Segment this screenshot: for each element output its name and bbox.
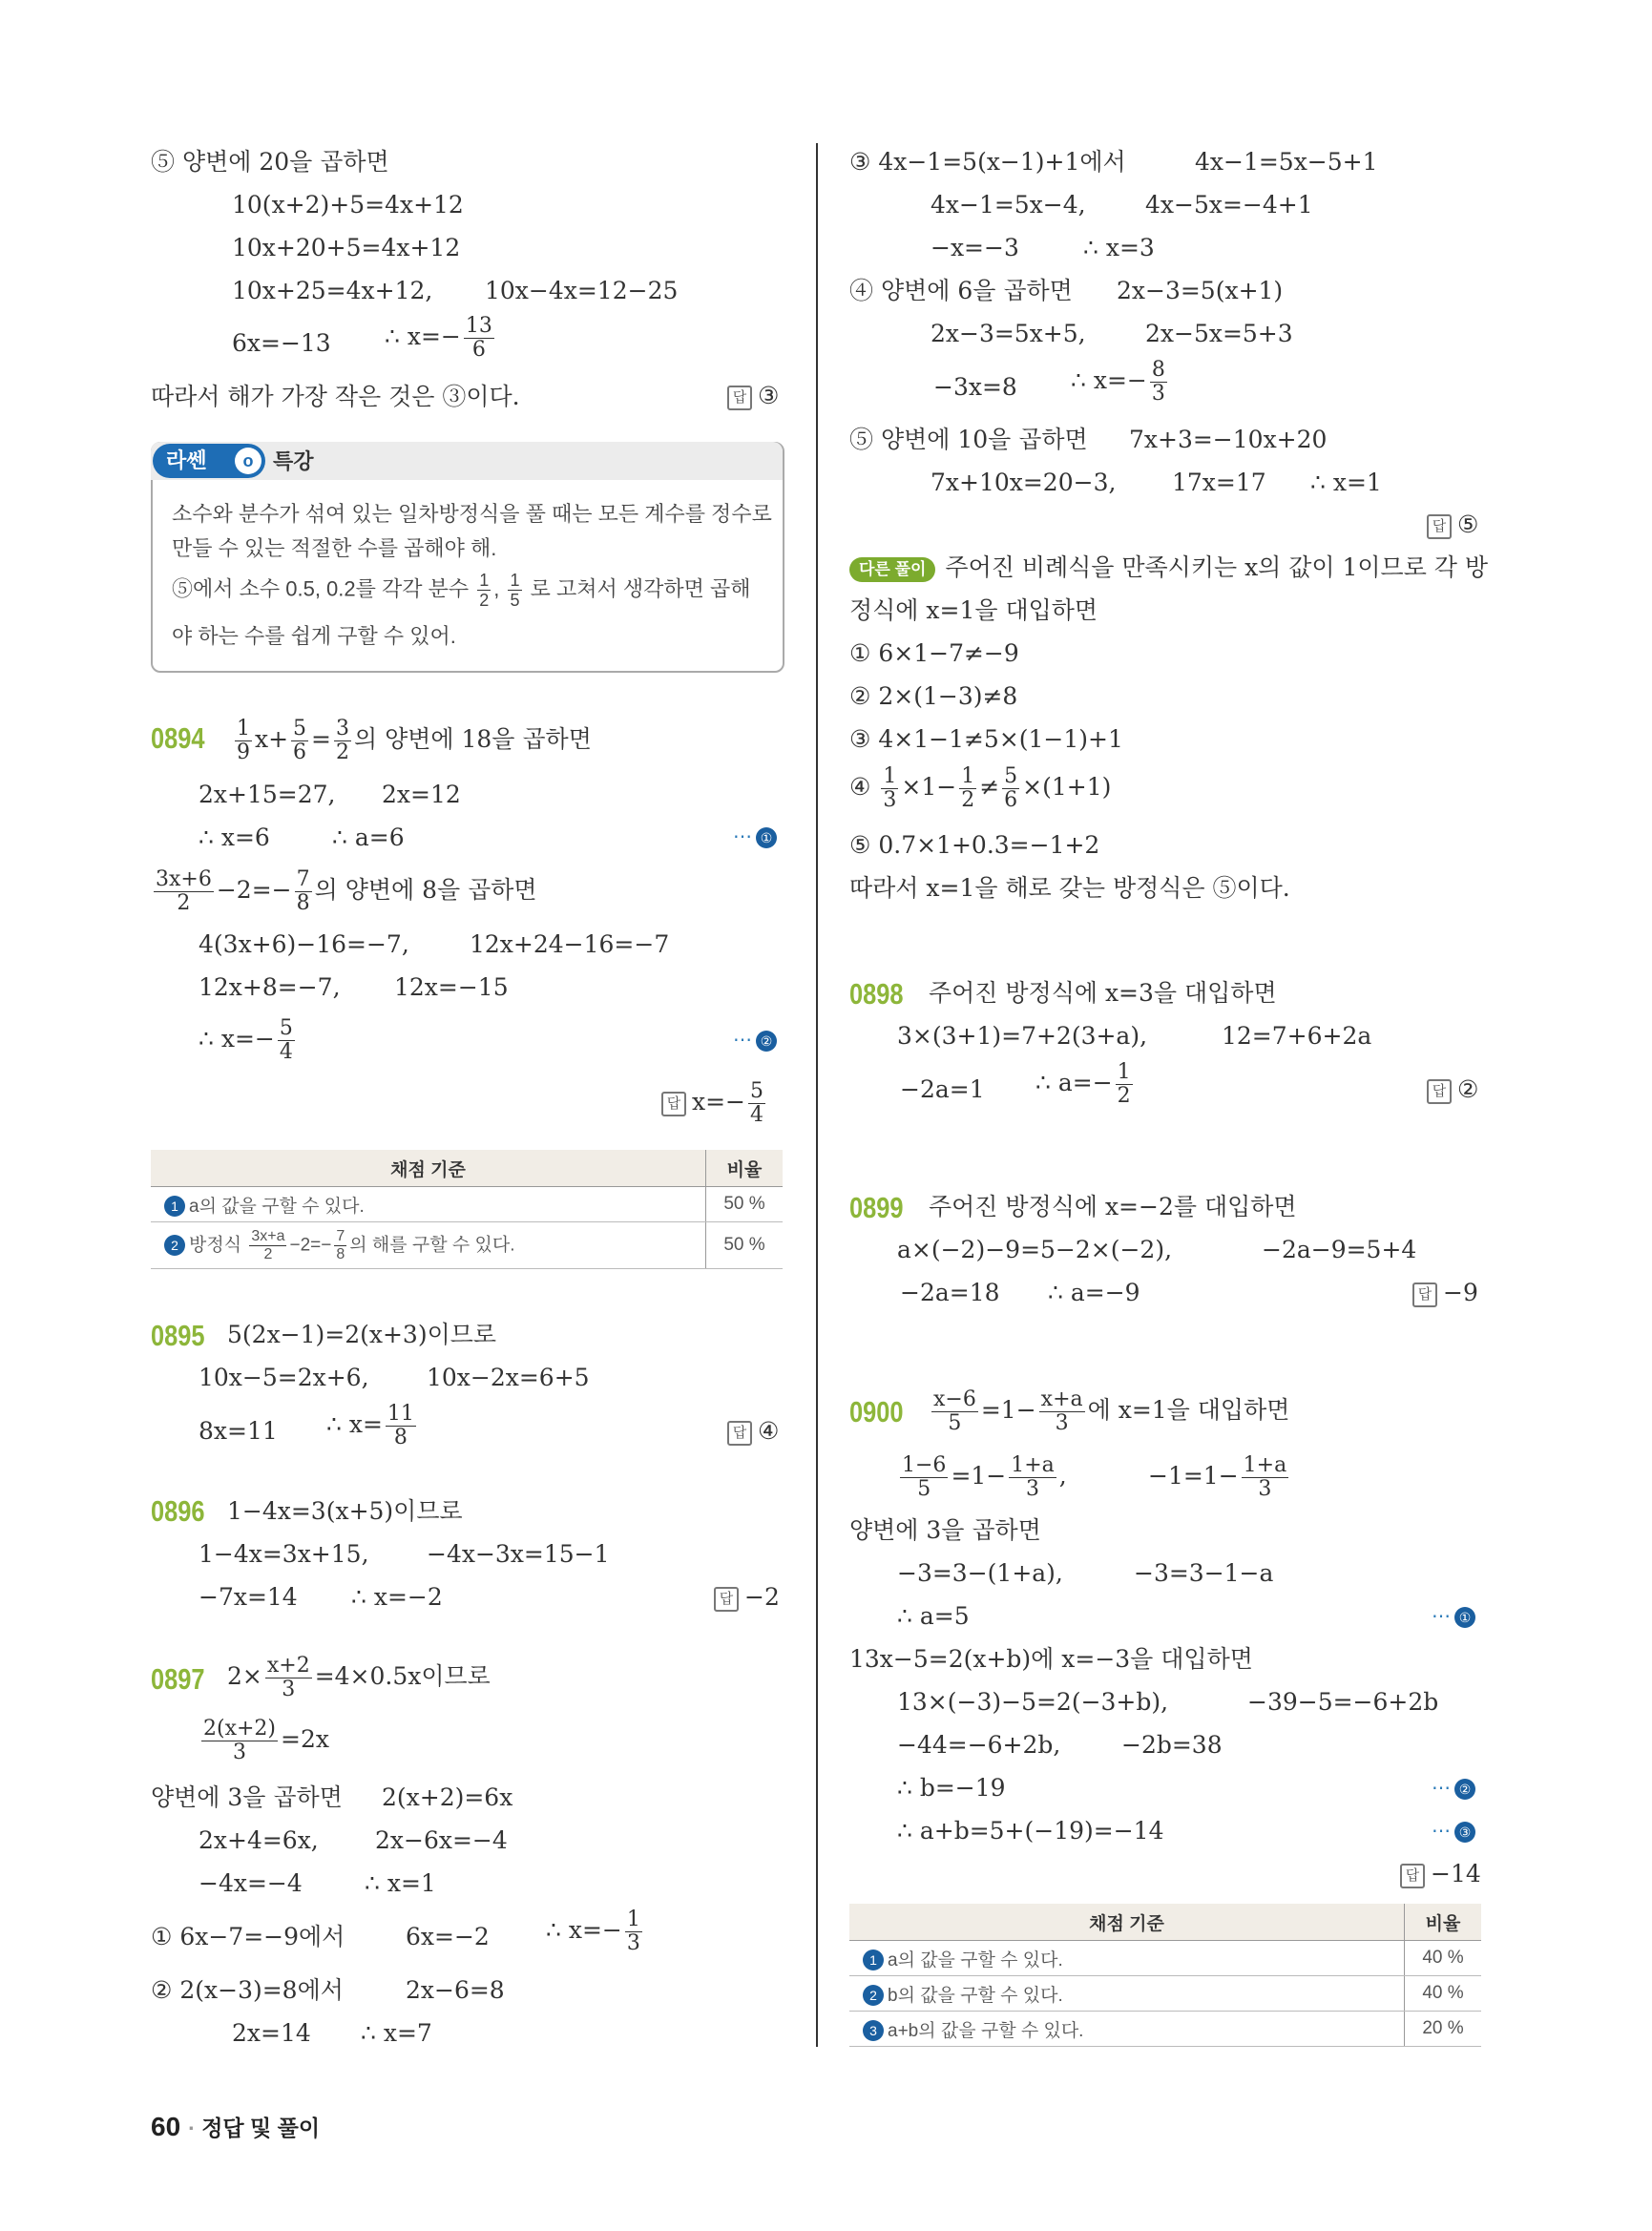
equation-line: ④ 양변에 6을 곱하면 [849,277,1073,304]
fraction: $\frac{1+a}{3}$ [1011,1453,1055,1501]
equation-line: 17x=17 [1172,469,1266,496]
equation-text: ×1− [901,773,957,801]
equation-line: 4x−5x=−4+1 [1145,191,1313,219]
step-marker: ⋯ ① [1432,1604,1475,1628]
equation-line [326,1403,419,1449]
answer-value: −14 [1431,1860,1481,1887]
equation-line: 5(2x−1)=2(x+3)이므로 [227,1321,497,1348]
equation-text: ×(1+1) [1022,773,1112,801]
text-line: ⑤ 양변에 20을 곱하면 [151,148,389,176]
equation-line: 10(x+2)+5=4x+12 [232,191,464,219]
equation-line: −2b=38 [1121,1731,1223,1759]
equation-line: 7x+3=−10x+20 [1129,426,1328,453]
equation-line: 2x+4=6x, [199,1826,319,1854]
table-cell: 의 해를 구할 수 있다. [349,1235,515,1256]
fraction: $\frac{5}{6}$ [293,717,307,764]
equation-line: 10x+20+5=4x+12 [232,234,461,261]
fraction: $\frac{11}{8}$ [387,1402,414,1449]
equation-line: 3×(3+1)=7+2(3+a), [897,1022,1148,1050]
equation-text: ≠ [979,773,1000,801]
equation-line [546,1908,645,1955]
equation-text: 2× [227,1662,262,1690]
equation-line: $\frac{3x+6}{2}$ −2=− $\frac{7}{8}$ 의 양변에 8을 곱하면 [156,867,537,915]
equation-line: 2x−5x=5+3 [1145,320,1293,347]
equation-line [897,1454,1067,1501]
answer-icon: 답 [1427,514,1452,539]
equation-line: ∴ x=6 [199,824,270,851]
answer-mark [1400,1860,1481,1888]
fraction: $\frac{1}{2}$ [961,764,975,812]
equation-line [227,1655,491,1701]
tip-line: 만들 수 있는 적절한 수를 곱해야 해. [172,536,497,560]
equation-text: ∴ x=− [385,323,461,350]
equation-line: 2x−6x=−4 [375,1826,508,1854]
fraction: $\frac{x-6}{5}$ [933,1387,976,1435]
equation-line: 13×(−3)−5=2(−3+b), [897,1688,1169,1716]
table-cell: 50 % [706,1222,784,1269]
table-row: 3 a+b의 값을 구할 수 있다. 20 % [849,2012,1481,2047]
denominator: 2 [479,591,490,610]
problem-number: 0900 [849,1395,904,1428]
denominator: 6 [471,338,486,362]
equation-line: 2x−3=5x+5, [931,320,1086,347]
step-marker: ⋯ ② [1432,1776,1475,1800]
step-number: ② [756,1031,777,1052]
fraction: $\frac{5}{4}$ [750,1079,763,1127]
answer-value: ⑤ [1457,511,1479,538]
numerator: 13 [465,314,492,338]
problem-number: 0898 [849,977,904,1011]
equation-line [385,315,497,362]
answer-mark [1427,1075,1478,1104]
table-header: 비율 [1405,1904,1482,1941]
conclusion: 따라서 해가 가장 작은 것은 ③이다. [151,383,520,410]
equation-line: ∴ x=1 [365,1869,436,1897]
grading-table [151,1150,783,1269]
tip-badge [153,444,265,478]
fraction: $\frac{3x+6}{2}$ [156,867,212,915]
answer-mark [1412,1279,1478,1307]
equation-text: ④ [849,773,871,801]
answer-value: ② [1457,1075,1479,1103]
equation-line [849,765,1111,812]
fraction [477,571,491,610]
equation-line: −44=−6+2b, [897,1731,1061,1759]
equation-line: −3x=8 [933,373,1017,401]
answer-mark [661,1080,768,1127]
answer-mark [727,1417,779,1446]
problem-number: 0895 [151,1319,205,1352]
table-header: 비율 [706,1150,784,1187]
fraction [508,571,521,610]
table-header: 채점 기준 [151,1150,706,1187]
fraction: $\frac{x+a}{3}$ [1040,1387,1083,1435]
text-line: 양변에 3을 곱하면 [151,1783,343,1811]
equation-line: ∴ a=5 [897,1602,970,1630]
text-line: 주어진 방정식에 x=−2를 대입하면 [929,1193,1297,1220]
equation-text: ∴ x= [326,1410,383,1438]
equation-line: 12=7+6+2a [1222,1022,1372,1050]
equation-line: −4x−3x=15−1 [427,1540,610,1568]
equation-line: ∴ a=6 [332,824,405,851]
equation-line: 12x+8=−7, [199,973,341,1001]
equation-text: =4×0.5x이므로 [314,1662,491,1690]
step-number: ① [1454,1607,1475,1628]
step-marker: ⋯ ② [733,1028,777,1052]
equation-line: 1−4x=3(x+5)이므로 [227,1497,463,1525]
equation-line: −3=3−1−a [1134,1559,1274,1587]
fraction: $\frac{3x+a}{2}$ [251,1227,285,1262]
answer-mark [727,382,779,410]
denominator: 5 [510,591,520,610]
equation-line [1071,359,1170,406]
conclusion: 따라서 x=1을 해로 갖는 방정식은 ⑤이다. [849,874,1290,902]
fraction: $\frac{5}{6}$ [1004,764,1018,812]
step-marker: ⋯ ③ [1432,1819,1475,1843]
step-marker: ⋯ ① [733,824,777,848]
fraction: $\frac{8}{3}$ [1151,358,1165,406]
table-cell: a+b의 값을 구할 수 있다. [888,2020,1084,2041]
text-line: 양변에 3을 곱하면 [849,1516,1041,1544]
equation-line: 2x+15=27, [199,781,336,808]
table-cell: 방정식 [189,1235,242,1256]
equation-line: ⑤ 양변에 10을 곱하면 [849,426,1088,453]
equation-line: −7x=14 [199,1583,298,1611]
equation-line: −2a=1 [900,1075,985,1103]
table-header: 채점 기준 [849,1904,1405,1941]
equation-text: ∴ x=− [1071,366,1147,394]
equation-line: 10x−4x=12−25 [485,277,679,304]
equation-line: ∴ a=−9 [1048,1279,1140,1306]
step-number: ② [1454,1779,1475,1800]
table-row: 2 방정식 $\frac{3x+a}{2}$ −2=− $\frac{7}{8}$ 의 해를 구할 수 있다. 50 % [151,1222,783,1269]
fraction: $\frac{5}{4}$ [279,1016,293,1064]
equation-line: ∴ x=1 [1310,469,1382,496]
fraction: $\frac{1}{3}$ [883,764,897,812]
table-row: 2 b의 값을 구할 수 있다. 40 % [849,1976,1481,2012]
answer-icon: 답 [714,1587,739,1612]
fraction: $\frac{x+2}{3}$ [266,1654,310,1701]
equation-line: −4x=−4 [199,1869,303,1897]
grading-table [849,1904,1481,2047]
table-cell: a의 값을 구할 수 있다. [888,1950,1063,1970]
equation-text: ∴ x=− [199,1025,275,1053]
answer-mark [714,1583,780,1612]
table-cell: a의 값을 구할 수 있다. [189,1196,365,1217]
tip-badge-label: 라쎈 [166,448,207,472]
equation-line [1148,1454,1291,1501]
text-line: 13x−5=2(x+b)에 x=−3을 대입하면 [849,1645,1253,1673]
fraction: $\frac{1-6}{5}$ [902,1453,947,1501]
equation-line: ∴ a+b=5+(−19)=−14 [897,1817,1164,1845]
step-number: ③ [1454,1822,1475,1843]
table-cell: 40 % [1405,1941,1482,1976]
equation-line: 4(3x+6)−16=−7, [199,930,409,958]
step-number: ① [756,827,777,848]
answer-icon: 답 [1412,1282,1437,1307]
problem-number: 0899 [849,1191,904,1224]
table-cell: 50 % [706,1187,784,1222]
equation-text: 에 x=1을 대입하면 [1087,1396,1290,1424]
equation-line: ∴ x=−2 [351,1583,443,1611]
problem-number: 0896 [151,1494,205,1528]
answer-value: −9 [1443,1279,1478,1306]
fraction: $\frac{1}{9}$ [237,717,250,764]
fraction: $\frac{7}{8}$ [336,1227,345,1262]
tip-text: ⑤에서 소수 0.5, 0.2를 각각 분수 [172,576,470,601]
equation-text: =1− [951,1462,1007,1490]
fraction: $\frac{1+a}{3}$ [1243,1453,1287,1501]
tip-line: 소수와 분수가 섞여 있는 일차방정식을 풀 때는 모든 계수를 정수로 [172,502,772,526]
equation-text: 의 양변에 8을 곱하면 [314,876,537,904]
equation-line: ⑤ 0.7×1+0.3=−1+2 [849,831,1100,859]
table-row: 1 a의 값을 구할 수 있다. 40 % [849,1941,1481,1976]
table-cell: 40 % [1405,1976,1482,2012]
answer-icon: 답 [727,1421,752,1446]
alt-solution-badge: 다른 풀이 [849,557,935,582]
answer-value: ③ [758,382,780,409]
equation-text: ∴ a=− [1035,1069,1113,1096]
answer-icon: 답 [727,386,752,410]
fraction: $\frac{1}{2}$ [1117,1060,1131,1108]
page-number: 60 [151,2112,181,2141]
footer-title: 정답 및 풀이 [201,2116,321,2140]
numerator: 1 [479,571,490,590]
equation-line: −2a=18 [900,1279,1000,1306]
equation-line: 2x−6=8 [406,1976,505,2004]
equation-line: 8x=11 [199,1417,278,1445]
problem-number: 0897 [151,1662,205,1696]
fraction [464,315,494,362]
equation-text: −1=1− [1148,1462,1239,1490]
equation-text: 의 양변에 18을 곱하면 [354,725,592,753]
equation-line: 4x−1=5x−4, [931,191,1086,219]
equation-line: 2x=14 [232,2019,311,2047]
fraction: $\frac{7}{8}$ [296,867,310,915]
equation-line: 4x−1=5x−5+1 [1195,148,1378,176]
fraction: $\frac{2(x+2)}{3}$ [203,1717,277,1764]
tip-title: 특강 [273,449,314,473]
equation-line: ② 2×(1−3)≠8 [849,682,1018,710]
equation-line: 1−4x=3x+15, [199,1540,369,1568]
equation-line: 10x+25=4x+12, [232,277,433,304]
fraction: $\frac{1}{3}$ [626,1908,640,1955]
equation-text: =2x [281,1725,329,1753]
equation-line: −39−5=−6+2b [1247,1688,1439,1716]
equation-line: 6x=−13 [232,329,331,357]
equation-line: −x=−3 [931,234,1019,261]
equation-text: =1− [980,1396,1036,1424]
equation-line: ① 6x−7=−9에서 [151,1923,345,1950]
equation-line: 2x=12 [382,781,461,808]
answer-mark [1427,511,1478,539]
numerator: 1 [510,571,520,590]
equation-line [199,1017,298,1064]
page-footer: 60 · 정답 및 풀이 [151,2112,321,2141]
equation-line: −2a−9=5+4 [1262,1236,1417,1263]
text-line: 주어진 방정식에 x=3을 대입하면 [929,979,1277,1007]
tip-line: ⑤에서 소수 0.5, 0.2를 각각 분수 $\frac{1}{2}$ , $\frac{1}{5}$ 로 고쳐서 생각하면 곱해 [172,571,751,610]
equation-line: 10x−2x=6+5 [427,1364,590,1391]
equation-line: ② 2(x−3)=8에서 [151,1976,344,2004]
equation-line: 12x=−15 [394,973,509,1001]
equation-line: ③ 4x−1=5(x−1)+1에서 [849,148,1126,176]
equation-line: $\frac{1}{9}$ x+ $\frac{5}{6}$ = $\frac{3}{2}$ 의 양변에 18을 곱하면 [237,717,592,764]
problem-number: 0894 [151,721,205,755]
tip-line: 야 하는 수를 쉽게 구할 수 있어. [172,624,456,648]
equation-line: 2(x+2)=6x [382,1783,513,1811]
equation-line [199,1718,329,1764]
table-row: 1 a의 값을 구할 수 있다. 50 % [151,1187,783,1222]
equation-line: 12x+24−16=−7 [470,930,670,958]
equation-text: , [1058,1462,1067,1490]
equation-line: ③ 4×1−1≠5×(1−1)+1 [849,725,1123,753]
column-divider [816,143,818,2047]
equation-line: −3=3−(1+a), [897,1559,1063,1587]
circle-icon: o [235,448,261,474]
equation-line: ① 6×1−7≠−9 [849,639,1019,667]
tip-text: 로 고쳐서 생각하면 곱해 [530,576,751,601]
equation-line: 10x−5=2x+6, [199,1364,369,1391]
text-line: 정식에 x=1을 대입하면 [849,596,1098,624]
equation-line: ∴ x=7 [361,2019,432,2047]
equation-line [1035,1061,1136,1108]
answer-value: x=− [692,1088,745,1116]
table-cell: b의 값을 구할 수 있다. [888,1985,1063,2006]
equation-line: 2x−3=5(x+1) [1117,277,1284,304]
answer-value: ④ [758,1417,780,1445]
equation-line: a×(−2)−9=5−2×(−2), [897,1236,1173,1263]
equation-line [929,1388,1289,1435]
answer-icon: 답 [1400,1864,1425,1888]
fraction: $\frac{3}{2}$ [336,717,349,764]
equation-line: ∴ b=−19 [897,1774,1006,1802]
equation-text: ∴ x=− [546,1916,622,1944]
equation-line: 6x=−2 [406,1923,490,1950]
text-line [849,551,1488,585]
answer-icon: 답 [661,1092,686,1116]
text: 주어진 비례식을 만족시키는 x의 값이 1이므로 각 방 [945,553,1489,581]
answer-icon: 답 [1427,1079,1452,1104]
table-cell: 20 % [1405,2012,1482,2047]
equation-line: 7x+10x=20−3, [931,469,1117,496]
equation-line: ∴ x=3 [1083,234,1155,261]
answer-value: −2 [744,1583,780,1611]
